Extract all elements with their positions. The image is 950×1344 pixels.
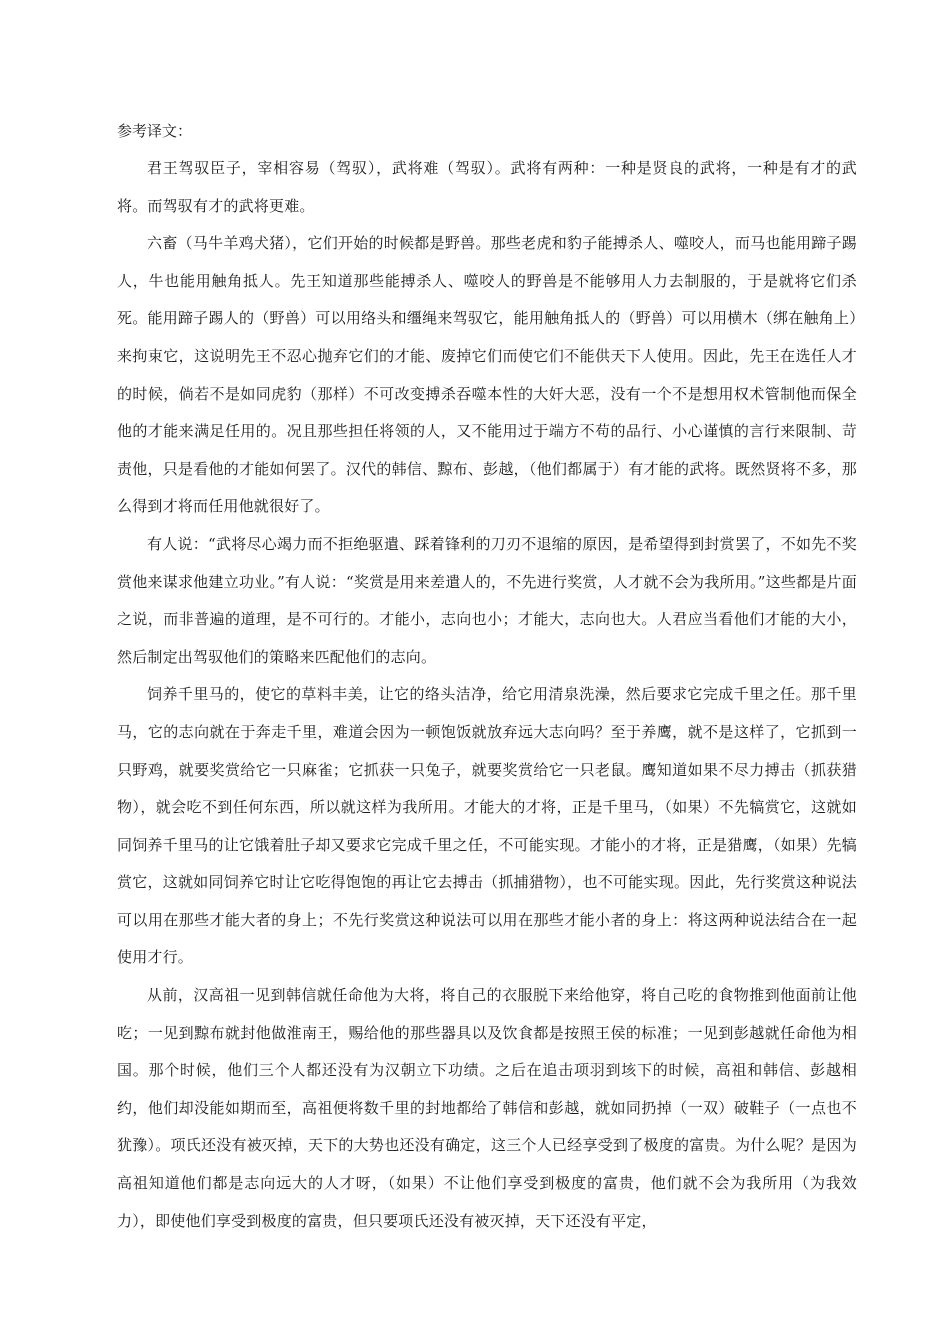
paragraph-5: 从前，汉高祖一见到韩信就任命他为大将，将自己的衣服脱下来给他穿，将自己吃的食物推到他面前让他吃；一见到黥布就封他做淮南王，赐给他的那些器具以及饮食都是按照王侯的标准；一见到彭越就任命他为相国。那个时候，他们三个人都还没有为汉朝立下功绩。之后在追击项羽到垓下的时候，高祖和韩信、彭越相约，他们却没能如期而至，高祖便将数千里的封地都给了韩信和彭越，就如同扔掉（一双）破鞋子（一点也不犹豫）。项氏还没有被灭掉，天下的大势也还没有确定，这三个人已经享受到了极度的富贵。为什么呢？是因为高祖知道他们都是志向远大的人才呀，（如果）不让他们享受到极度的富贵，他们就不会为我所用（为我效力），即使他们享受到极度的富贵，但只要项氏还没有被灭掉，天下还没有平定， [117, 986, 857, 1230]
paragraph-4: 饲养千里马的，使它的草料丰美，让它的络头洁净，给它用清泉洗澡，然后要求它完成千里之任。那千里马，它的志向就在于奔走千里，难道会因为一顿饱饭就放弃远大志向吗？至于养鹰，就不是这样了，它抓到一只野鸡，就要奖赏给它一只麻雀；它抓获一只兔子，就要奖赏给它一只老鼠。鹰知道如果不尽力搏击（抓获猎物），就会吃不到任何东西，所以就这样为我所用。才能大的才将，正是千里马，（如果）不先犒赏它，这就如同饲养千里马的让它饿着肚子却又要求它完成千里之任，不可能实现。才能小的才将，正是猎鹰，（如果）先犒赏它，这就如同饲养它时让它吃得饱饱的再让它去搏击（抓捕猎物），也不可能实现。因此，先行奖赏这种说法可以用在那些才能大者的身上；不先行奖赏这种说法可以用在那些才能小者的身上：将这两种说法结合在一起使用才行。 [117, 685, 857, 967]
paragraph-2: 六畜（马牛羊鸡犬猪），它们开始的时候都是野兽。那些老虎和豹子能搏杀人、噬咬人，而马也能用蹄子踢人，牛也能用触角抵人。先王知道那些能搏杀人、噬咬人的野兽是不能够用人力去制服的，于是就将它们杀死。能用蹄子踢人的（野兽）可以用络头和缰绳来驾驭它，能用触角抵人的（野兽）可以用横木（绑在触角上）来拘束它，这说明先王不忍心抛弃它们的才能、废掉它们而使它们不能供天下人使用。因此，先王在选任人才的时候，倘若不是如同虎豹（那样）不可改变搏杀吞噬本性的大奸大恶，没有一个不是想用权术管制他而保全他的才能来满足任用的。况且那些担任将领的人，又不能用过于端方不苟的品行、小心谨慎的言行来限制、苛责他，只是看他的才能如何罢了。汉代的韩信、黥布、彭越，（他们都属于）有才能的武将。既然贤将不多，那么得到才将而任用他就很好了。 [117, 234, 857, 516]
section-heading: 参考译文： [117, 122, 193, 140]
paragraph-1: 君王驾驭臣子，宰相容易（驾驭），武将难（驾驭）。武将有两种：一种是贤良的武将，一种是有才的武将。而驾驭有才的武将更难。 [117, 159, 857, 215]
document-body [117, 113, 857, 1240]
paragraph-3: 有人说：“武将尽心竭力而不拒绝驱遣、踩着锋利的刀刃不退缩的原因，是希望得到封赏罢了，不如先不奖赏他来谋求他建立功业。”有人说：“奖赏是用来差遣人的，不先进行奖赏，人才就不会为我所用。”这些都是片面之说，而非普遍的道理，是不可行的。才能小，志向也小；才能大，志向也大。人君应当看他们才能的大小，然后制定出驾驭他们的策略来匹配他们的志向。 [117, 534, 857, 666]
